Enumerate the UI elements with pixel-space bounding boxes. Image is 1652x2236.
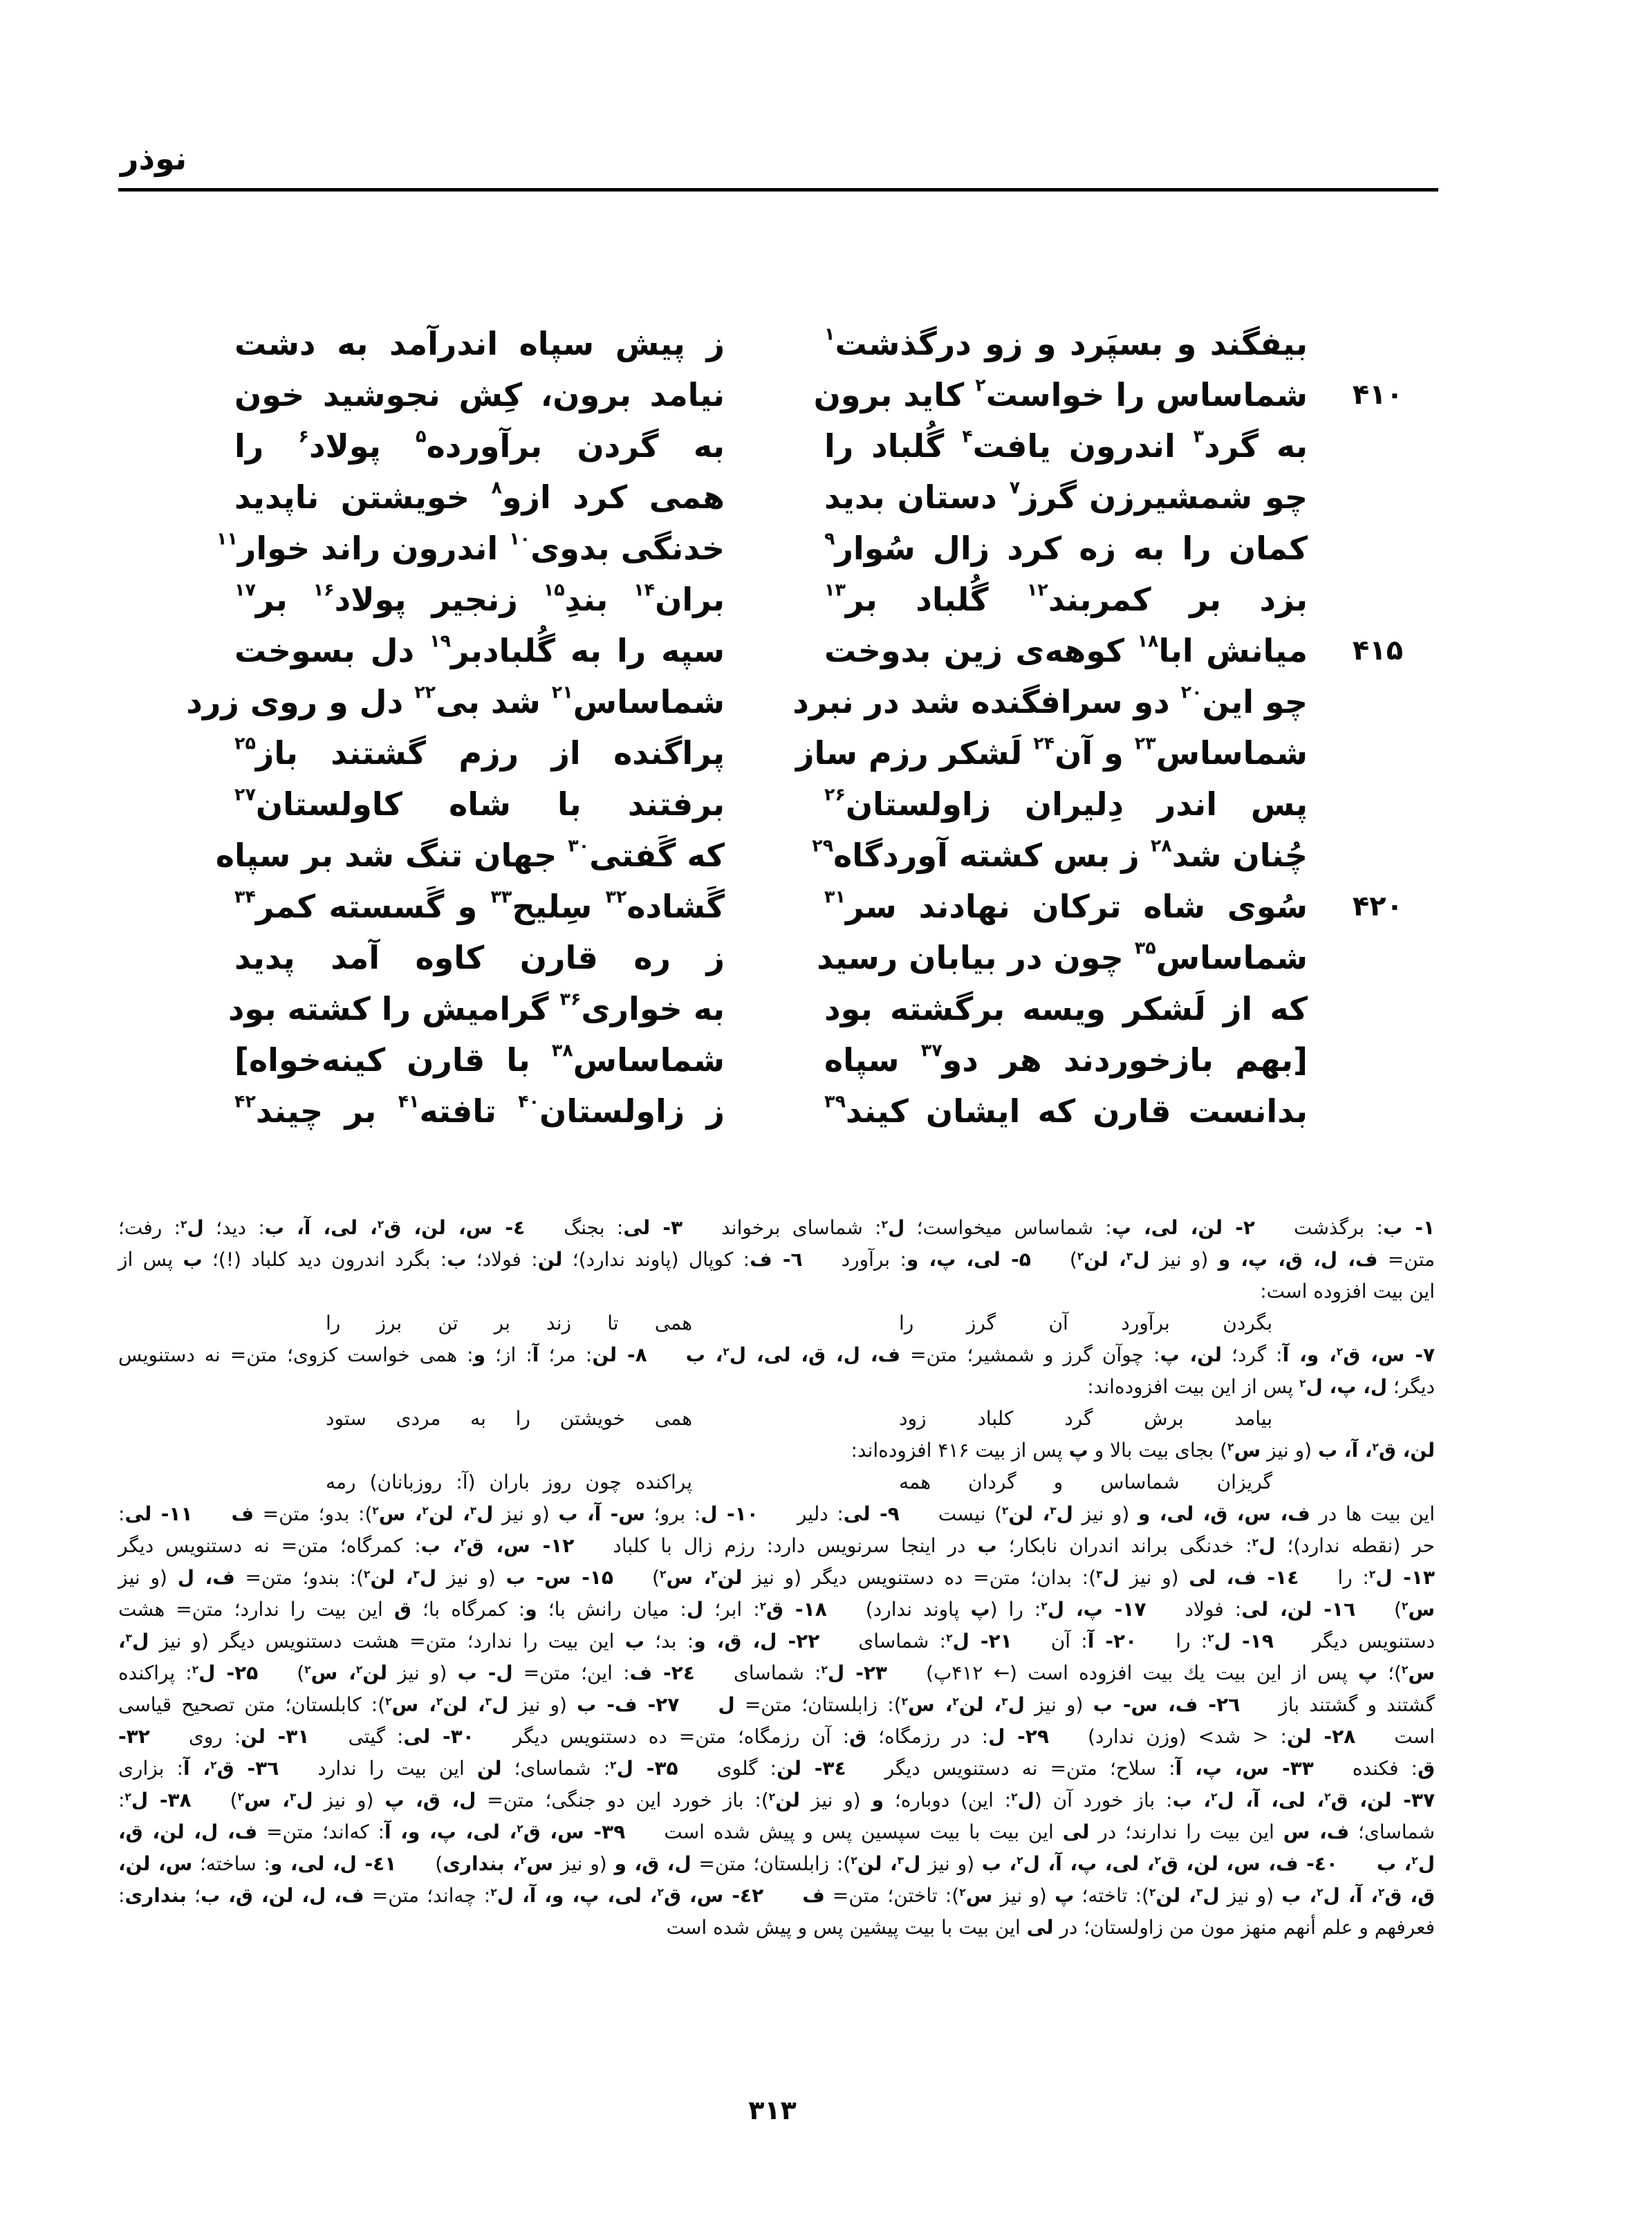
footnote-ref: ۲۶ (824, 784, 846, 805)
footnotes-apparatus (118, 1212, 1435, 1944)
second-hemistich: همی کرد ازو$^۸$ خویشتن ناپدید (234, 477, 725, 516)
footnote-line: ل$^۲$، ب ٤۰- ف، س، لن، ق$^۲$، لی، پ، آ، ل$^۲$، ب (و نیز ل$^۳$، لن$^۲$): زابلستان؛ متن= ل، ق، و (و نیز س$^۲$، بنداری) ٤۱- ل، لی، و: ساخته؛ س، لن، (118, 1852, 1435, 1875)
manuscript-siglum: ق (849, 1725, 867, 1748)
manuscript-siglum: لن (476, 1757, 502, 1780)
manuscript-siglum: ۲٤- ف (629, 1661, 695, 1684)
manuscript-siglum: ف، س، ق، لی، و (1138, 1502, 1310, 1525)
manuscript-siglum: ب (183, 1248, 203, 1271)
verse-line (0, 472, 1652, 523)
second-hemistich: ز پیش سپاه اندرآمد به دشت (234, 325, 725, 362)
manuscript-siglum: لن$^۲$ (768, 1789, 800, 1811)
footnote-ref: ۲ (952, 1695, 959, 1708)
first-hemistich: به گرد$^۳$ اندرون یافت$^۴$ گُلباد را (824, 426, 1308, 465)
footnote-ref: ۲ (1401, 1663, 1409, 1676)
manuscript-siglum: ف (802, 1884, 825, 1907)
footnote-ref: ۳ (289, 1790, 297, 1803)
second-hemistich: شماساس$^{۳۸}$ با قارن کینه‌خواه] (234, 1040, 725, 1079)
footnote-ref: ۷ (1009, 477, 1021, 498)
footnote-ref: ۸ (491, 477, 502, 498)
variant-first-hemistich: بگردن برآورد آن گرز را (899, 1312, 1272, 1334)
footnote-ref: ۳۴ (234, 886, 256, 907)
footnote-ref: ۳ (1096, 1567, 1103, 1581)
footnote-ref: ۳ (897, 1854, 904, 1867)
poem-body (0, 318, 1652, 1137)
footnote-ref: ۳ (125, 1631, 133, 1644)
footnote-ref: ۳۱ (824, 886, 846, 907)
manuscript-siglum: پ (1068, 1439, 1088, 1462)
footnote-ref: ۳۶ (559, 989, 582, 1009)
manuscript-siglum: ل (718, 1693, 735, 1716)
verse-line (0, 574, 1652, 625)
manuscript-siglum: ۲- لن، لی، پ (1111, 1216, 1255, 1239)
manuscript-siglum: ف، س (1283, 1820, 1350, 1843)
manuscript-siglum: ب (977, 1534, 997, 1557)
manuscript-siglum: س، لن، (118, 1852, 193, 1875)
footnote-ref: ۲ (1252, 1536, 1259, 1549)
manuscript-siglum: ۲۷- ف- ب (577, 1693, 680, 1716)
footnote-ref: ۲ (355, 1663, 363, 1676)
manuscript-siglum: ل، ق، پ (384, 1789, 476, 1811)
footnote-line: ۱۳- ل$^۲$: را ۱٤- ف، لی (و نیز ل$^۳$): بدان؛ متن= ده دستنویس دیگر (و نیز لن$^۲$، س$^۲$) ۱۵- س- ب (و نیز ل$^۳$، لن$^۲$): بندو؛ متن= ف، ل (و نیز (118, 1566, 1435, 1589)
manuscript-siglum: س$^۲$، بنداری (443, 1852, 554, 1875)
footnote-ref: ۲ (1368, 1567, 1376, 1581)
footnote-line: فعرفهم و علم أنهم منهز مون من زاولستان؛ در لی این بیت با بیت پیشین پس و پیش شده است (666, 1916, 1435, 1939)
footnote-line: ق: فکنده ۳۳- س، پ، آ: سلاح؛ متن= نه دستنویس دیگر ۳٤- لن: گلوی ۳۵- ل$^۲$: شماسای؛ لن این بیت را ندارد ۳٦- ق$^۲$، آ: بزاری (118, 1757, 1436, 1780)
footnote-line: دیگر؛ ل، پ، ل$^۲$ پس از این بیت افزوده‌اند: (1087, 1375, 1435, 1398)
footnote-ref: ۲ (210, 1758, 217, 1771)
footnote-ref: ۱۸ (1137, 631, 1159, 651)
footnote-ref: ۱۹ (429, 631, 451, 651)
first-hemistich: سُوی شاه ترکان نهادند سر$^{۳۱}$ (824, 886, 1308, 925)
manuscript-siglum: و (871, 1789, 884, 1811)
footnote-ref: ۱۵ (543, 579, 565, 600)
footnote-ref: ۲۲ (414, 682, 436, 702)
variant-second-hemistich: پراکنده چون روز باران (آ: روزبانان) رمه (326, 1471, 692, 1493)
footnote-ref: ۲ (659, 1567, 667, 1581)
verse-line (0, 881, 1652, 932)
footnote-line: س$^۲$)؛ پ پس از این بیت یك بیت افزوده است (← ۴۱۲پ) ۲۳- ل$^۲$: شماسای ۲٤- ف: این؛ متن= ل- ب (و نیز لن$^۲$، س$^۲$) ۲۵- ل$^۲$: پراکنده (118, 1661, 1435, 1684)
manuscript-siglum: ق (1417, 1757, 1436, 1780)
footnote-ref: ۲۴ (1033, 733, 1055, 754)
manuscript-siglum: س$^۲$ (1401, 1661, 1435, 1684)
footnote-ref: ۳۰ (568, 835, 590, 856)
footnote-ref: ۳۲ (605, 886, 627, 907)
footnote-ref: ۲ (851, 1854, 857, 1867)
footnote-ref: ۲ (422, 1504, 429, 1517)
manuscript-siglum: ل (686, 1598, 704, 1621)
manuscript-siglum: ۱٤- ف، لی (1189, 1566, 1299, 1589)
footnote-ref: ۲ (759, 1599, 767, 1612)
first-hemistich: میانش ابا$^{۱۸}$ کوهه‌ی زین بدوخت (824, 631, 1308, 669)
manuscript-siglum: ۵- لی، پ، و (906, 1248, 1031, 1271)
manuscript-siglum: ل$^۳$، لن$^۲$ (364, 1566, 437, 1589)
footnote-ref: ۲ (1077, 1249, 1084, 1263)
manuscript-siglum: ل$^۲$ (1011, 1789, 1034, 1811)
footnote-ref: ۲ (237, 1790, 244, 1803)
footnote-ref: ۴ (962, 426, 973, 447)
footnote-ref: ۹ (824, 528, 835, 549)
manuscript-siglum: ف، ل، ق، پ، و (1218, 1248, 1378, 1271)
verse-line (0, 830, 1652, 881)
first-hemistich: پس اندر دِلیران زاولستان$^{۲۶}$ (824, 784, 1308, 823)
footnote-ref: ۱ (824, 324, 835, 344)
second-hemistich: شماساس$^{۲۱}$ شد بی$^{۲۲}$ دل و روی زرد (186, 682, 725, 720)
footnote-ref: ۲ (1210, 1790, 1218, 1803)
footnote-ref: ۲ (372, 1504, 379, 1517)
footnote-ref: ۲ (946, 1631, 953, 1644)
manuscript-siglum: ۲۹- ل (988, 1725, 1049, 1748)
manuscript-siglum: س- آ، ب (558, 1502, 645, 1525)
manuscript-siglum: س$^۲$ (1227, 1439, 1261, 1462)
footnote-ref: ۲ (821, 1663, 828, 1676)
manuscript-siglum: ۲۰- آ (1087, 1630, 1138, 1652)
footnote-ref: ۲ (711, 1567, 718, 1581)
manuscript-siglum: ۱۹- ل$^۲$ (1207, 1630, 1274, 1652)
footnote-ref: ۲ (1317, 1885, 1324, 1899)
manuscript-siglum: ۳۵- ل$^۲$ (610, 1757, 678, 1780)
footnote-ref: ۲ (1149, 1885, 1156, 1899)
manuscript-siglum: ۲۸- لن (1286, 1725, 1356, 1748)
footnote-line: متن= ف، ل، ق، پ، و (و نیز ل$^۳$، لن$^۲$) ۵- لی، پ، و: برآورد ٦- ف: کوپال (پاوند ندارد)؛ لن: فولاد؛ ب: بگرد اندرون دید کلباد (!)؛ ب پس از (118, 1248, 1436, 1271)
manuscript-siglum: ق، ق$^۲$، آ، ل$^۲$، ب (1281, 1884, 1436, 1907)
manuscript-siglum: ۹- لی (843, 1502, 900, 1525)
footnote-line: ۱- ب: برگذشت ۲- لن، لی، پ: شماساس میخواست؛ ل$^۲$: شماسای برخواند ۳- لی: بجنگ ٤- س، لن، ق$^۲$، لی، آ، ب: دید؛ ل$^۲$: رفت؛ (118, 1216, 1436, 1239)
manuscript-siglum: ۳۸- ل$^۲$ (124, 1789, 192, 1811)
manuscript-siglum: ل$^۳$، لن$^۲$، س$^۲$ (385, 1693, 509, 1716)
footnote-ref: ۲۱ (551, 682, 573, 702)
footnote-ref: ۲ (1207, 1631, 1214, 1644)
manuscript-siglum: ۱۳- ل$^۲$ (1368, 1566, 1435, 1589)
footnote-variant-verse (118, 1403, 1435, 1435)
footnote-ref: ۲ (519, 1854, 527, 1867)
first-hemistich: چو این$^{۲۰}$ دو سرافگنده شد در نبرد (792, 682, 1308, 720)
manuscript-siglum: و (473, 1343, 485, 1366)
second-hemistich: گَشاده$^{۳۲}$ سِلیح$^{۳۳}$ و گَسسته کمر$^{۳۴}$ (234, 886, 725, 925)
footnote-ref: ۳۵ (1134, 938, 1156, 958)
manuscript-siglum: ل$^۲$، ب (1376, 1852, 1435, 1875)
verse-line (0, 779, 1652, 830)
variant-first-hemistich: بیامد برش گرد کلباد زود (899, 1407, 1272, 1430)
manuscript-siglum: ۳۰- لی (403, 1725, 474, 1748)
footnote-line: لن، ق$^۲$، آ، ب (و نیز س$^۲$) بجای بیت بالا و پ پس از بیت ۴۱۶ افزوده‌اند: (851, 1439, 1435, 1462)
manuscript-siglum: پ (1357, 1661, 1377, 1684)
footnote-ref: ۲ (1324, 1790, 1331, 1803)
verse-line (0, 420, 1652, 472)
manuscript-siglum: ل$^۲$ (1252, 1534, 1276, 1557)
manuscript-siglum: ٤۲- س، ق$^۲$، لی، پ، و، آ، ل$^۲$ (490, 1884, 764, 1907)
manuscript-siglum: ل$^۳$، لن$^۲$ (1149, 1884, 1220, 1907)
manuscript-siglum: ۱۵- س- ب (505, 1566, 614, 1589)
footnote-ref: ۲ (610, 1758, 617, 1771)
manuscript-siglum: ل- ب (457, 1661, 513, 1684)
manuscript-siglum: ف، ل، لن، ق، (118, 1820, 258, 1843)
manuscript-siglum: ۱٦- لن، لی (1241, 1598, 1356, 1621)
footnote-ref: ۱۶ (313, 579, 335, 600)
footnote-ref: ۲ (1227, 1440, 1234, 1453)
manuscript-siglum: ل$^۳$ (1096, 1566, 1120, 1589)
footnote-ref: ۱۱ (216, 528, 238, 549)
footnote-ref: ۲۹ (812, 835, 834, 856)
manuscript-siglum: ۳۷- لن، ق$^۲$، لی، آ، ل$^۲$، ب (1172, 1789, 1436, 1811)
verse-line (0, 1086, 1652, 1137)
verse-line (0, 932, 1652, 983)
footnote-line: این بیت ها در ف، س، ق، لی، و (و نیز ل$^۳$، لن$^۲$) نیست ۹- لی: دلیر ۱۰- ل: برو؛ س- آ، ب (و نیز ل$^۳$، لن$^۲$، س$^۲$): بدو؛ متن= ف ۱۱- لی: (118, 1502, 1436, 1525)
footnote-ref: ۳ (413, 1567, 420, 1581)
manuscript-siglum: ۱۰- ل (700, 1502, 759, 1525)
second-hemistich: ز زاولستان$^{۴۰}$ تافته$^{۴۱}$ بر چیند$^{۴۲}$ (234, 1091, 725, 1130)
manuscript-siglum: ۱۱- لی (124, 1502, 193, 1525)
manuscript-siglum: لن$^۲$، س$^۲$ (659, 1566, 743, 1589)
second-hemistich: پراگنده از رزم گشتند باز$^{۲۵}$ (234, 733, 725, 772)
variant-first-hemistich: گریزان شماساس و گردان همه (899, 1471, 1272, 1493)
manuscript-siglum: ۳۹- س، ق$^۲$، لی، پ، و، آ (384, 1820, 626, 1843)
footnote-ref: ۲ (1017, 1854, 1023, 1867)
running-head-title: نوذر (120, 140, 187, 177)
second-hemistich: سپه را به گُلبادبر$^{۱۹}$ دل بسوخت (234, 631, 725, 669)
manuscript-siglum: ۳۳- س، پ، آ (1175, 1757, 1314, 1780)
footnote-ref: ۳۸ (551, 1040, 573, 1061)
footnote-ref: ۲ (377, 1218, 384, 1231)
second-hemistich: به گردن برآورده$^۵$ پولاد$^۶$ را (234, 426, 725, 465)
verse-line (0, 523, 1652, 574)
manuscript-siglum: ل$^۳$، لن$^۲$، س$^۲$ (901, 1693, 1025, 1716)
manuscript-siglum: ۳- لی (623, 1216, 683, 1239)
footnote-ref: ۲ (124, 1790, 131, 1803)
manuscript-siglum: ب (624, 1630, 644, 1652)
manuscript-siglum: لن$^۲$، س$^۲$ (304, 1661, 387, 1684)
footnote-line: ۷- س، ق$^۲$، و، آ: گرد؛ لن، پ: چوآن گرز و شمشیر؛ متن= ف، ل، ق، لی، ل$^۲$، ب ۸- لن: مر؛ آ: از؛ و: همی خواست کزوی؛ متن= نه دستنویس (118, 1343, 1436, 1366)
footnote-ref: ۳۹ (824, 1091, 846, 1112)
footnote-ref: ۴۲ (234, 1091, 256, 1112)
manuscript-siglum: ل$^۲$ (180, 1216, 204, 1239)
footnote-line: گشتند و گشتند باز ۲٦- ف، س- ب (و نیز ل$^۳$، لن$^۲$، س$^۲$): زابلستان؛ متن= ل ۲۷- ف- ب (و نیز ل$^۳$، لن$^۲$، س$^۲$): کابلستان؛ متن تصحیح قیاسی (118, 1693, 1435, 1716)
verse-line (0, 676, 1652, 727)
footnote-ref: ۲ (304, 1663, 311, 1676)
footnote-ref: ۲ (364, 1567, 371, 1581)
footnote-ref: ۶ (298, 426, 309, 447)
footnote-ref: ۲ (1002, 1504, 1009, 1517)
first-hemistich: چو شمشیرزن گرز$^۷$ دستان بدید (824, 477, 1308, 516)
footnote-line: این بیت افزوده است: (1260, 1280, 1435, 1303)
footnote-ref: ۲ (460, 1536, 467, 1549)
manuscript-siglum: ف، ل (177, 1566, 235, 1589)
footnote-ref: ۲۵ (234, 733, 256, 754)
footnote-ref: ۳ (485, 1695, 492, 1708)
manuscript-siglum: ٤- س، لن، ق$^۲$، لی، آ، ب (264, 1216, 526, 1239)
manuscript-siglum: ۱۲- س، ق$^۲$، ب (420, 1534, 575, 1557)
footnote-ref: ۱۲ (1026, 579, 1048, 600)
manuscript-siglum: لی (1026, 1916, 1054, 1939)
footnote-ref: ۲ (436, 1695, 443, 1708)
second-hemistich: نیامد برون، کِش نجوشید خون (234, 376, 725, 413)
manuscript-siglum: ٤۱- ل، لی، و (270, 1852, 397, 1875)
manuscript-siglum: ٦- ف (750, 1248, 803, 1271)
manuscript-siglum: ۲۳- ل$^۲$ (821, 1661, 888, 1684)
footnote-ref: ۴۱ (398, 1091, 420, 1112)
verse-number: ۴۲۰ (1352, 891, 1403, 922)
footnote-ref: ۲ (517, 1822, 523, 1835)
footnote-ref: ۳ (1126, 1249, 1133, 1263)
footnote-ref: ۱۷ (234, 579, 256, 600)
footnote-line: دستنویس دیگر ۱۹- ل$^۲$: را ۲۰- آ: آن ۲۱- ل$^۲$: شماسای ۲۲- ل، ق، و: بد؛ ب این بیت را ندارد؛ متن= هشت دستنویس دیگر (و نیز ل$^۳$، (118, 1630, 1436, 1652)
manuscript-siglum: س$^۲$ (959, 1884, 993, 1907)
footnote-ref: ۲ (1011, 1790, 1018, 1803)
first-hemistich: شماساس$^{۲۳}$ و آن$^{۲۴}$ لَشکر رزم ساز (796, 733, 1308, 772)
manuscript-siglum: ۲٦- ف، س- ب (1093, 1693, 1241, 1716)
manuscript-siglum: ل$^۳$، لن$^۲$ (851, 1852, 921, 1875)
header-rule (118, 188, 1438, 192)
manuscript-siglum: ۷- س، ق$^۲$، و، آ (1282, 1343, 1436, 1366)
footnote-ref: ۲۷ (234, 784, 256, 805)
second-hemistich: ز ره قارن کاوه آمد پدید (234, 939, 725, 976)
footnote-ref: ۵ (416, 426, 427, 447)
manuscript-siglum: ب (447, 1248, 467, 1271)
manuscript-siglum: پ (1055, 1884, 1075, 1907)
manuscript-siglum: ل$^۳$، س$^۲$ (237, 1789, 313, 1811)
manuscript-siglum: ۳۱- لن (241, 1725, 310, 1748)
manuscript-siglum: ٤۰- ف، س، لن، ق$^۲$، لی، پ، آ، ل$^۲$، ب (981, 1852, 1338, 1875)
footnote-ref: ۲ (1154, 1854, 1161, 1867)
footnote-ref: ۲ (723, 1345, 730, 1358)
manuscript-siglum: ۱- ب (1382, 1216, 1436, 1239)
footnote-variant-verse (118, 1466, 1435, 1498)
manuscript-siglum: س$^۲$ (1401, 1598, 1436, 1621)
footnote-ref: ۴۰ (518, 1091, 540, 1112)
footnote-line: است ۲۸- لن: < شد> (وزن ندارد) ۲۹- ل: در رزمگاه؛ ق: آن رزمگاه؛ متن= ده دستنویس دیگر ۳۰- لی: گیتی ۳۱- لن: روی ۳۲- (118, 1725, 1435, 1748)
footnote-ref: ۲ (385, 1695, 392, 1708)
footnote-ref: ۲ (1299, 1377, 1306, 1390)
footnote-ref: ۲ (490, 1885, 497, 1899)
footnote-ref: ۲ (192, 1663, 199, 1676)
first-hemistich: چُنان شد$^{۲۸}$ ز بس کشته آوردگاه$^{۲۹}$ (812, 835, 1308, 874)
footnote-ref: ۲ (1041, 1599, 1048, 1612)
second-hemistich: به خواری$^{۳۶}$ گرامیش را کشته بود (228, 989, 725, 1027)
first-hemistich: شماساس را خواست$^۲$ کاید برون (813, 375, 1308, 413)
manuscript-siglum: ل$^۳$، (118, 1630, 149, 1652)
footnote-ref: ۲ (959, 1885, 966, 1899)
footnote-line: س$^۲$) ۱٦- لن، لی: فولاد ۱۷- پ، ل$^۲$: را (پ پاوند ندارد) ۱۸- ق$^۲$: ابر؛ ل: میان رانش با؛ و: کمرگاه با؛ ق این بیت را ندارد؛ متن= هشت (118, 1598, 1436, 1621)
verse-number: ۴۱۵ (1352, 635, 1403, 667)
first-hemistich: کمان را به زه کرد زال سُوار$^۹$ (824, 528, 1308, 567)
manuscript-siglum: ل، ق، و (614, 1852, 692, 1875)
footnote-ref: ۳ (1196, 1885, 1203, 1899)
verse-line (0, 727, 1652, 779)
manuscript-siglum: ۳۲- (118, 1725, 150, 1748)
page-number: ۳۱۳ (748, 2095, 797, 2125)
manuscript-siglum: ۱۸- ق$^۲$ (759, 1598, 827, 1621)
manuscript-siglum: و (525, 1598, 537, 1621)
footnote-ref: ۱۳ (824, 579, 846, 600)
footnote-ref: ۳ (1050, 1504, 1057, 1517)
footnote-ref: ۳۷ (920, 1040, 943, 1061)
footnote-ref: ۳ (1193, 426, 1205, 447)
verse-line (0, 983, 1652, 1034)
verse-line (0, 318, 1652, 369)
manuscript-siglum: ۲۲- ل، ق، و (694, 1630, 820, 1652)
second-hemistich: برفتند با شاه کاولستان$^{۲۷}$ (234, 784, 725, 823)
first-hemistich: شماساس$^{۳۵}$ چون در بیابان رسید (817, 938, 1308, 976)
footnote-ref: ۲ (901, 1695, 909, 1708)
first-hemistich: بدانست قارن که ایشان کیند$^{۳۹}$ (824, 1091, 1308, 1130)
footnote-ref: ۲ (1336, 1345, 1344, 1358)
manuscript-siglum: ق (393, 1598, 411, 1621)
second-hemistich: خدنگی بدوی$^{۱۰}$ اندرون راند خوار$^{۱۱}$ (216, 528, 725, 567)
manuscript-siglum: ۲۵- ل$^۲$ (192, 1661, 259, 1684)
manuscript-siglum: لی (1062, 1820, 1090, 1843)
footnote-ref: ۱۴ (633, 579, 656, 600)
manuscript-siglum: ۱۷- پ، ل$^۲$ (1041, 1598, 1147, 1621)
manuscript-siglum: لن، پ (1160, 1343, 1222, 1366)
footnote-line: ۳۷- لن، ق$^۲$، لی، آ، ل$^۲$، ب: باز خورد آن (ل$^۲$: این) دوباره؛ و (و نیز لن$^۲$): باز خورد این دو جنگی؛ متن= ل، ق، پ (و نیز ل$^۳$، س$^۲$) ۳۸- ل$^۲$: (118, 1789, 1436, 1811)
footnote-ref: ۲۳ (1134, 733, 1156, 754)
footnote-ref: ۲ (1372, 1440, 1379, 1453)
footnote-ref: ۲ (881, 1218, 888, 1231)
second-hemistich: که گَفتی$^{۳۰}$ جهان تنگ شد بر سپاه (215, 835, 725, 874)
manuscript-siglum: آ (532, 1343, 539, 1366)
manuscript-siglum: ل، پ، ل$^۲$ (1299, 1375, 1388, 1398)
footnote-ref: ۳ (470, 1504, 477, 1517)
footnote-ref: ۲۸ (1150, 835, 1172, 856)
variant-second-hemistich: همی تا زند بر تن برز را (326, 1312, 692, 1334)
first-hemistich: بزد بر کمربند$^{۱۲}$ گُلباد بر$^{۱۳}$ (824, 579, 1308, 618)
manuscript-siglum: ف (231, 1502, 254, 1525)
manuscript-siglum: ۳٤- لن (777, 1757, 846, 1780)
footnote-line: حر (نقطه ندارد)؛ ل$^۲$: خدنگی براند اندران نابکار؛ ب در اینجا سرنویس دارد: رزم زال با کلباد ۱۲- س، ق$^۲$، ب: کمرگاه؛ متن= نه دستنویس دیگر (118, 1534, 1435, 1557)
first-hemistich: بیفگند و بسپَرد و زو درگذشت$^۱$ (824, 324, 1308, 362)
footnote-line: ق، ق$^۲$، آ، ل$^۲$، ب (و نیز ل$^۳$، لن$^۲$): تاخته؛ پ (و نیز س$^۲$): تاختن؛ متن= ف ٤۲- س، ق$^۲$، لی، پ، و، آ، ل$^۲$: چه‌اند؛ متن= ف، ل، لن، ق، ب؛ بنداری: (118, 1884, 1436, 1907)
footnote-line: شماسای؛ ف، س این بیت را ندارند؛ در لی این بیت با بیت سپسین پس و پیش شده است ۳۹- س، ق$^۲$، لی، پ، و، آ: که‌اند؛ متن= ف، ل، لن، ق، (118, 1820, 1435, 1843)
footnote-ref: ۲ (1401, 1599, 1409, 1612)
footnote-ref: ۲ (975, 375, 986, 395)
footnote-ref: ۲۰ (1180, 682, 1203, 702)
footnote-ref: ۲ (1377, 1885, 1385, 1899)
manuscript-siglum: ل$^۳$، لن$^۲$ (1077, 1248, 1150, 1271)
footnote-ref: ۲ (768, 1790, 776, 1803)
footnote-ref: ۳۳ (490, 886, 512, 907)
manuscript-siglum: پ (970, 1598, 990, 1621)
verse-line (0, 1034, 1652, 1086)
manuscript-siglum: ف، ل، لن، ق، ب (201, 1884, 364, 1907)
manuscript-siglum: ۲۱- ل$^۲$ (946, 1630, 1012, 1652)
footnote-ref: ۲ (657, 1885, 664, 1899)
manuscript-siglum: بنداری (124, 1884, 187, 1907)
manuscript-siglum: لن، ق$^۲$، آ، ب (1317, 1439, 1435, 1462)
footnote-ref: ۳ (1001, 1695, 1008, 1708)
variant-second-hemistich: همی خویشتن را به مردی ستود (326, 1407, 692, 1430)
footnote-ref: ۲ (180, 1218, 187, 1231)
manuscript-siglum: ل$^۳$، لن$^۲$، س$^۲$ (372, 1502, 494, 1525)
footnote-variant-verse (118, 1307, 1435, 1339)
manuscript-siglum: ۳٦- ق$^۲$، آ (183, 1757, 279, 1780)
first-hemistich: [بهم بازخوردند هر دو$^{۳۷}$ سپاه (824, 1040, 1308, 1079)
first-hemistich: که از لَشکر ویسه برگشته بود (824, 990, 1308, 1027)
manuscript-siglum: لن (537, 1248, 563, 1271)
manuscript-siglum: ف، ل، ق، لی، ل$^۲$، ب (685, 1343, 901, 1366)
manuscript-siglum: ۸- لن (592, 1343, 647, 1366)
footnote-ref: ۱۰ (509, 528, 531, 549)
footnote-ref: ۲ (1411, 1854, 1418, 1867)
manuscript-siglum: ل$^۲$ (881, 1216, 905, 1239)
manuscript-siglum: ل$^۳$، لن$^۲$ (1002, 1502, 1073, 1525)
verse-line (0, 625, 1652, 676)
verse-number: ۴۱۰ (1352, 379, 1403, 411)
verse-line (0, 369, 1652, 420)
second-hemistich: بران$^{۱۴}$ بندِ$^{۱۵}$ زنجیر پولاد$^{۱۶}$ بر$^{۱۷}$ (234, 579, 725, 618)
